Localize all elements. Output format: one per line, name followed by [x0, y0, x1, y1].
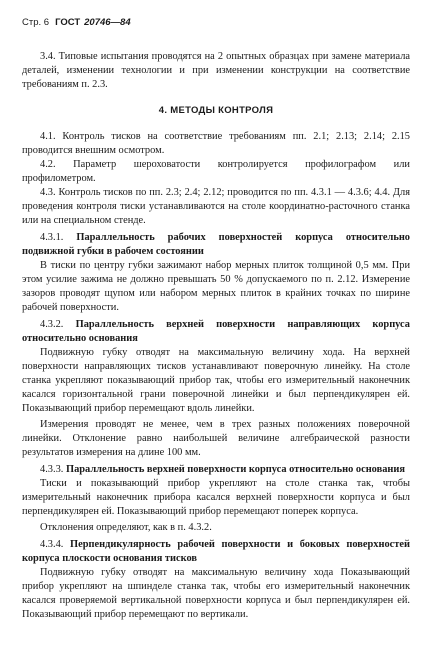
paragraph-4-3-2-b: Измерения проводят не менее, чем в трех разных положениях поверочной линейки. Отклонение равно наибольшей величине алгебраической разности результатов измерения на длине 100 мм. [22, 419, 410, 458]
subsection-number: 4.3.3. [40, 464, 64, 475]
paragraph-4-3: 4.3. Контроль тисков по пп. 2.3; 2.4; 2.12; проводится по пп. 4.3.1 — 4.3.6; 4.4. Для проведения контроля тиски устанавливаются на столе координатно-расточного станка или на специальном стенде. [22, 187, 410, 226]
standard-label: ГОСТ [55, 17, 81, 28]
paragraph-4-3-4: Подвижную губку отводят на максимальную величину хода Показывающий прибор укрепляют на шпинделе станка так, чтобы его измерительный наконечник касался проверяемой вертикальной поверхности корпуса и был перпендикулярен ей. Показывающий прибор перемещают по вертикали. [22, 567, 410, 620]
subsection-title: Перпендикулярность рабочей поверхности и боковых поверхностей корпуса плоскости основания тисков [22, 539, 410, 564]
paragraph-3-4: 3.4. Типовые испытания проводятся на 2 опытных образцах при замене материала деталей, изменении технологии и при изменении конструкции на соответствие требованиям п. 2.3. [22, 51, 410, 90]
document-body [22, 50, 410, 622]
paragraph-4-3-3-b: Отклонения определяют, как в п. 4.3.2. [40, 522, 212, 533]
running-header [22, 16, 410, 32]
subsection-number: 4.3.1. [40, 232, 64, 243]
subsection-title: Параллельность верхней поверхности корпуса относительно основания [66, 464, 406, 475]
subsection-number: 4.3.4. [40, 539, 64, 550]
standard-number: 20746—84 [84, 17, 131, 28]
subsection-number: 4.3.2. [40, 319, 64, 330]
paragraph-4-2: 4.2. Параметр шероховатости контролируется профилографом или профилометром. [22, 159, 410, 184]
section-title: 4. МЕТОДЫ КОНТРОЛЯ [158, 105, 274, 116]
paragraph-4-3-1: В тиски по центру губки зажимают набор мерных плиток толщиной 0,5 мм. При этом усилие зажима не должно превышать 50 % допускаемого по п. 2.12. Измерение зазоров проводят щупом или набором мерных плиток в крайних точках по ширине рабочей поверхности. [22, 260, 410, 313]
subsection-heading-4-3-3 [22, 463, 410, 477]
subsection-title: Параллельность верхней поверхности направляющих корпуса относительно основания [22, 319, 410, 344]
subsection-heading-4-3-2 [22, 318, 410, 346]
paragraph-4-1: 4.1. Контроль тисков на соответствие требованиям пп. 2.1; 2.13; 2.14; 2.15 проводится внешним осмотром. [22, 131, 410, 156]
subsection-title: Параллельность рабочих поверхностей корпуса относительно подвижной губки в рабочем состоянии [22, 232, 410, 257]
paragraph-4-3-3-a: Тиски и показывающий прибор укрепляют на столе станка так, чтобы измерительный наконечник прибора касался верхней поверхности корпуса и был перпендикулярен ей. Показывающий прибор перемещают поперек корпуса. [22, 478, 410, 517]
subsection-heading-4-3-4 [22, 538, 410, 566]
paragraph-4-3-2-a: Подвижную губку отводят на максимальную величину хода. На верхней поверхности направляющих тисков устанавливают поверочную линейку. На столе станка укрепляют показывающий прибор так, чтобы его измерительный наконечник касался горизонтальной грани поверочной линейки и был перпендикулярен ей. Показывающий прибор перемещают вдоль линейки. [22, 347, 410, 414]
page-number: Стр. 6 [22, 17, 50, 28]
subsection-heading-4-3-1 [22, 231, 410, 259]
